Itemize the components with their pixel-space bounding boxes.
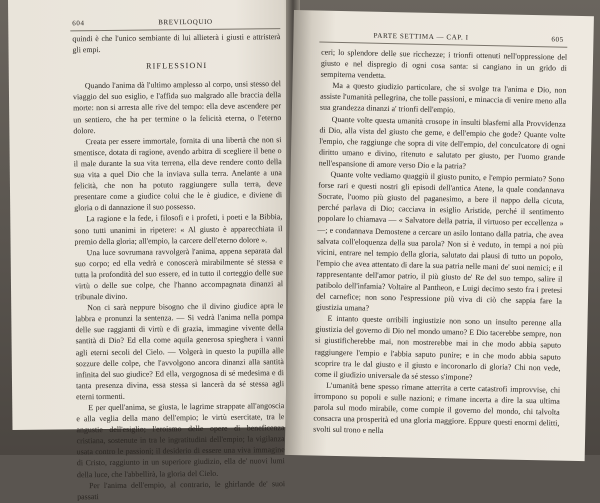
right-running-head: PARTE SETTIMA — CAP. I <box>373 31 469 42</box>
left-page-text <box>72 31 285 502</box>
right-paragraph: Quante volte questa umanità crosope in insulti blasfemi alla Provvidenza di Dio, alla vista del giusto che geme, e dell'empio che gode? Quante volte l'empio, che raggiunge che sopra di vite dell'empio, del conculcatore di ogni diritto umano e divino, ritenuto e salutato per giusto, per l'uomo grande nell'espansione di amore verso Dio e la patria? <box>318 114 566 171</box>
left-paragraph: La ragione e la fede, i filosofi e i profeti, i poeti e la Bibbia, sono tutti unanimi in ripetere: « Al giusto è apparecchiata il premio della gloria; all'empio, la carcere dell'eterno dolore ». <box>74 212 283 246</box>
left-paragraph: Non ci sarà neppure bisogno che il divino giudice apra le labbra e pronunzi la sentenza. — Si vedrà l'anima nella pompa delle sue raggianti di virtù e di grazia, immagine vivente della santità di Dio? Ed ella come aquila generosa spieghera i vanni agli eterni secoli del Cielo. — Volgerà in questo la pupilla alle sozzure delle colpe, che l'avvolgono ancora dinanzi alla santità infinita del suo giudice? Ed ella, vergognosa di sé medesima e di tanta presenza divina, essa stessa si lancerà da sé stessa agli eterni tormenti. <box>75 301 285 402</box>
right-paragraph: ceri; lo splendore delle sue ricchezze; i trionfi ottenuti nell'oppressione del giusto e nel dispregio di ogni cosa santa: si cangiano in un grido di sempiterna vendetta. <box>320 47 568 81</box>
left-page <box>8 0 296 502</box>
left-paragraph: E per quell'anima, se giusta, le lagrime strappate all'angoscia e alla veglia della mano dell'empio; le virtù esercitate, tra le angustie dell'esiglio; l'eroismo delle opere di beneficenza cristiana, sostenute in tra le ingratitudini dell'empio; la vigilanza usata contro le passioni; il desiderio di essere una viva immagine di Cristo, raggiunto in un superiore giudizio, ella de' nuovi lumi della luce, che l'abbellirà, la gloria del Cielo. <box>76 401 285 479</box>
left-paragraph: Per l'anima dell'empio, al contrario, le ghirlande de' suoi passati <box>77 478 286 502</box>
right-paragraph: Quante volte vediamo quaggiù il giusto punito, e l'empio permiato? Sono forse rari e questi nostri gli episodi dell'antica Atene, la quale condannava Socrate, l'uomo più giusto del paganesimo, a bere il nappo della cicuta, perché parlava di Dio; cacciava in esiglio Aristide, perché il sentimento popolare lo chiamava — « Salvatore della patria, il virtuoso per eccellenza » —; e condannava Demostene a cercare un asilo lontano dalla patria, che avea salvata coll'eloquenza della sua parola? Non si è veduto, in tempi a noi più vicini, entrare nel tempio della gloria, salutato dai plausi di tutto un popolo, l'empio che avea attentato di dare la sua patria nelle mani de' suoi nemici; e il rappresentante dell'amor patrio, il più giusto de' Re del suo tempo, salire il patibolo dell'infamia? Voltaire al Pantheon, e Luigi decimo sesto fra i pretesi del carnefice; non sono l'espressione più viva di ciò che sappia fare la giustizia umana? <box>315 169 565 313</box>
right-page <box>285 10 594 461</box>
section-heading: RIFLESSIONI <box>146 61 208 71</box>
left-paragraph: Creata per essere immortale, fornita di una libertà che non si smentisce, dotata di ragione, avendo arbitra di scegliere il bene o il male durante la sua vita terrena, ella deve rendere conto della sua vita a quel Dio che la inviava sulla terra. Anelante a una felicità, che non ha potuto raggiungere sulla terra, deve presentare come a giudice colui che le è giudice, e diviene di gloria o di dannazione il suo possesso. <box>73 134 283 213</box>
right-paragraph: Ma a questo giudizio particolare, che si svolge tra l'anima e Dio, non assiste l'umanità pellegrina, che tolle passioni, e minaccia di venire meno alla sua grandezza dinanzi a' trionfi dell'empio. <box>319 81 567 115</box>
right-paragraph: E intanto queste orribili ingiustizie non sono un insulto perenne alla giustizia del governo di Dio nel mondo umano? E Dio tacerebbe sempre, non si giustificherebbe mai, non mostrerebbe mai in che modo abbia saputo raggiungere l'empio e l'abbia saputo punire; e in che modo abbia saputo scoprire tra le dal giusto e il giusto e incoronarlo di gloria? Chi non vede, come il giudizio universale da sé stesso s'impone? <box>314 314 562 382</box>
left-paragraph: Una luce sovrumana ravvolgerà l'anima, appena separata dal suo corpo; ed ella vedrà e conoscerà mirabilmente sé stessa e tutta la profondità del suo essere, ed in tutto il corteggio delle sue virtù o delle sue colpe, che l'hanno accompagnata dinanzi al tribunale divino. <box>74 245 284 302</box>
left-page-number: 604 <box>72 19 85 28</box>
left-paragraph: quindi è che l'unico sembiante di lui allieterà i giusti e attristerà gli empi. <box>72 32 281 55</box>
right-paragraph: L'umanità bene spesso rimane atterrita a certe catastrofi improvvise, chi irrompono su popoli e sulle nazioni; e rimane incerta a dire la sua ultima parola sul modo mirabile, come compie il governo del mondo, chi talvolta consacra una prosperità ed una gloria maggiore. Eppure questi enormi delitti, svolti sul trono e nella <box>313 380 561 436</box>
right-page-text <box>313 47 567 440</box>
right-page-number: 605 <box>551 35 564 44</box>
left-running-head: BREVILOQUIO <box>158 17 213 27</box>
left-paragraph: Quando l'anima dà l'ultimo amplesso al corpo, unsi stesso del viaggio del suo esiglio, e l'affida suo malgrado alle braccia della morte: non si arresta alle rive del tempo: ella deve ascendere per un sentiero, che ha per termine o la felicità eterna, o l'eterno dolore. <box>72 79 282 135</box>
